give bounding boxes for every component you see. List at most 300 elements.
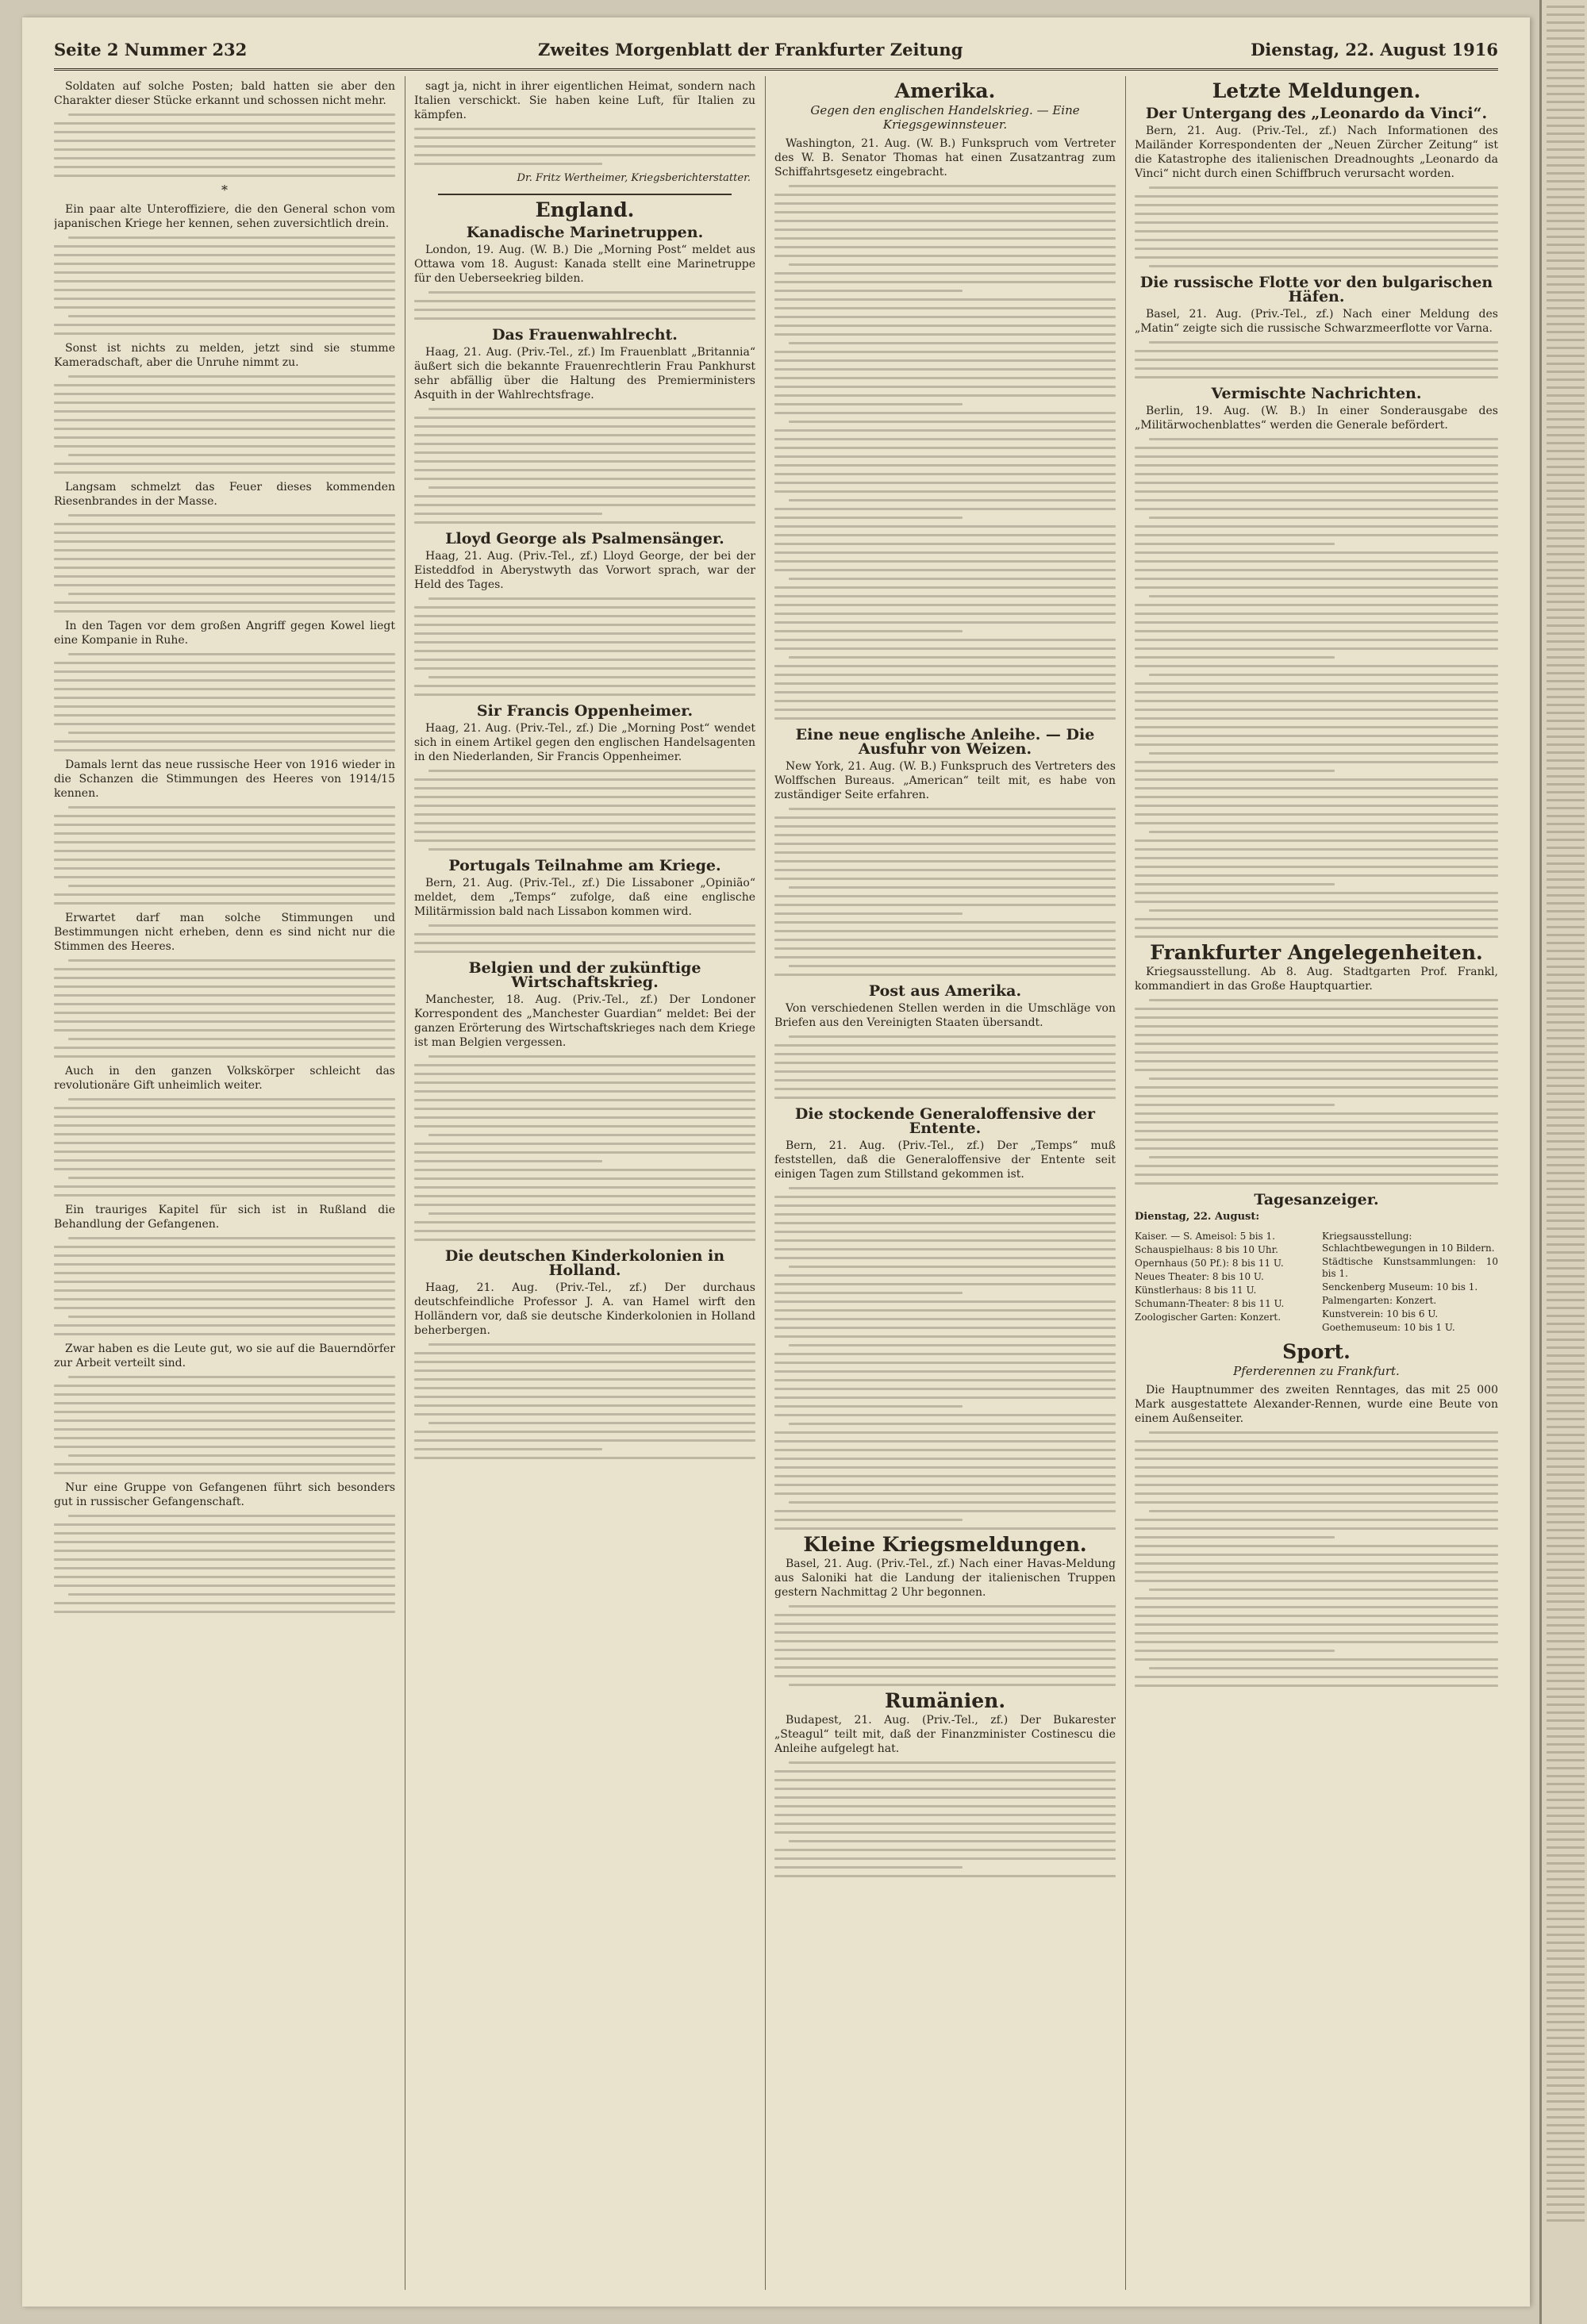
text-line — [774, 816, 1116, 819]
text-line — [774, 939, 1116, 941]
text-line — [1547, 1061, 1585, 1063]
text-line — [1547, 974, 1585, 976]
text-line — [1135, 866, 1498, 868]
page-number: Seite 2 Nummer 232 — [54, 40, 248, 60]
text-line — [1547, 275, 1585, 278]
text-line — [1547, 363, 1585, 365]
text-line — [1547, 1759, 1585, 1761]
text-line — [414, 1143, 755, 1145]
text-line — [774, 956, 1116, 958]
text-line — [1547, 180, 1585, 182]
text-line — [1547, 1188, 1585, 1190]
text-line — [428, 848, 755, 851]
article-snippet: Damals lernt das neue russische Heer von 1916 wieder in die Schanzen die Stimmungen des Heeres von 1914/15 kennen. — [54, 759, 395, 800]
text-line — [1547, 1664, 1585, 1666]
text-line — [774, 1257, 1116, 1259]
text-line — [774, 1196, 1116, 1198]
text-line — [774, 1318, 1116, 1320]
text-line — [54, 166, 395, 168]
text-line — [1135, 1597, 1498, 1600]
text-line — [1149, 438, 1498, 440]
text-line — [1135, 883, 1335, 885]
text-line — [1547, 1410, 1585, 1412]
text-line — [1135, 350, 1498, 352]
text-line — [774, 1519, 963, 1521]
text-line — [789, 965, 1116, 967]
text-line — [774, 1640, 1116, 1642]
text-line — [774, 368, 1116, 371]
text-line — [1135, 1130, 1498, 1132]
text-line — [1547, 997, 1585, 1000]
text-line — [1547, 402, 1585, 405]
text-line — [54, 549, 395, 551]
text-line — [1547, 2092, 1585, 2095]
text-line — [1135, 839, 1498, 842]
text-line — [1547, 521, 1585, 524]
text-line — [1547, 164, 1585, 167]
text-line — [1547, 1513, 1585, 1515]
text-line — [1547, 37, 1585, 40]
text-line — [1547, 862, 1585, 865]
text-line — [54, 1333, 395, 1335]
text-line — [1547, 989, 1585, 992]
text-line — [1149, 1667, 1498, 1669]
text-line — [1547, 1656, 1585, 1658]
text-line — [54, 1012, 395, 1014]
text-line — [774, 1796, 1116, 1799]
text-line — [1547, 2100, 1585, 2103]
text-line — [414, 615, 755, 617]
article-snippet: London, 19. Aug. (W. B.) Die „Morning Post“ meldet aus Ottawa vom 18. August: Kanada stellt eine Marinetruppe für den Ueberseekrieg bilden. — [414, 244, 755, 285]
text-line — [1547, 966, 1585, 968]
text-line — [1547, 1815, 1585, 1817]
text-line — [54, 1107, 395, 1109]
article-snippet: Haag, 21. Aug. (Priv.-Tel., zf.) Lloyd George, der bei der Eisteddfod in Aberystwyth das Vorwort sprach, war der Held des Tages. — [414, 550, 755, 591]
text-line — [774, 508, 1116, 510]
column-rule — [765, 76, 766, 2290]
text-line — [54, 532, 395, 534]
text-line — [1547, 347, 1585, 349]
text-line — [1547, 371, 1585, 373]
text-line — [1547, 1497, 1585, 1500]
text-line — [1547, 2076, 1585, 2079]
text-line — [1547, 958, 1585, 960]
text-line — [1547, 2116, 1585, 2118]
text-line — [414, 933, 755, 935]
text-line — [774, 1449, 1116, 1451]
text-line — [414, 1369, 755, 1372]
text-line — [774, 1079, 1116, 1081]
text-line — [1135, 796, 1498, 798]
text-line — [1149, 1431, 1498, 1434]
text-line — [1149, 265, 1498, 267]
text-line — [774, 1213, 1116, 1216]
text-line — [414, 839, 755, 842]
text-line — [68, 1177, 395, 1179]
text-line — [54, 401, 395, 404]
text-line — [1149, 831, 1498, 833]
text-line — [774, 1475, 1116, 1477]
text-line — [1547, 21, 1585, 24]
text-line — [54, 601, 395, 604]
text-line — [774, 1770, 1116, 1773]
text-line — [54, 1567, 395, 1569]
text-line — [414, 606, 755, 609]
text-line — [54, 679, 395, 682]
text-line — [789, 1187, 1116, 1189]
text-line — [68, 236, 395, 239]
text-line — [54, 1254, 395, 1257]
text-line — [68, 375, 395, 378]
issue-date: Dienstag, 22. August 1916 — [1251, 40, 1498, 60]
text-line — [1547, 1854, 1585, 1857]
text-line — [1547, 2069, 1585, 2071]
text-line — [428, 597, 755, 600]
text-line — [54, 841, 395, 843]
schedule-entry: Künstlerhaus: 8 bis 11 U. — [1135, 1285, 1257, 1296]
article-snippet: Bern, 21. Aug. (Priv.-Tel., zf.) Nach Informationen des Mailänder Korrespondenten der „Neuen Zürcher Zeitung“ ist die Katastrophe des italienischen Dreadnoughts „Leonardo da Vinci“ nicht durch einen Schiffbruch verursacht worden. — [1135, 125, 1498, 180]
newspaper-page — [22, 17, 1530, 2307]
text-line — [1547, 2061, 1585, 2063]
text-line — [1135, 787, 1498, 789]
newspaper-title: Zweites Morgenblatt der Frankfurter Zeitung — [538, 40, 963, 60]
text-line — [1135, 935, 1498, 938]
text-line — [1547, 386, 1585, 389]
text-line — [1547, 926, 1585, 928]
text-line — [1547, 878, 1585, 881]
article-snippet: Berlin, 19. Aug. (W. B.) In einer Sonderausgabe des „Militärwochenblattes“ werden die Generale befördert. — [1135, 405, 1498, 432]
text-line — [54, 662, 395, 664]
text-line — [1135, 586, 1498, 589]
article-snippet: Kriegsausstellung. Ab 8. Aug. Stadtgarten Prof. Frankl, kommandiert in das Große Hauptquartier. — [1135, 966, 1498, 993]
article-snippet: Soldaten auf solche Posten; bald hatten sie aber den Charakter dieser Stücke erkannt und schossen nicht mehr. — [54, 80, 395, 107]
separator-star: * — [221, 182, 228, 198]
text-line — [1547, 2084, 1585, 2087]
text-line — [1135, 473, 1498, 475]
text-line — [1547, 1521, 1585, 1523]
text-line — [789, 1266, 1116, 1268]
text-line — [1547, 1370, 1585, 1373]
text-line — [1547, 1172, 1585, 1174]
schedule-entry: Kriegsausstellung: Schlachtbewegungen in 10 Bildern. — [1322, 1231, 1495, 1254]
text-line — [54, 1411, 395, 1413]
text-line — [1547, 1458, 1585, 1460]
text-line — [774, 825, 1116, 828]
text-line — [789, 421, 1116, 423]
column-2 — [414, 76, 755, 2290]
text-line — [774, 1666, 1116, 1669]
text-line — [68, 593, 395, 595]
text-line — [414, 685, 755, 687]
text-line — [1547, 442, 1585, 444]
text-line — [54, 1523, 395, 1526]
text-line — [1135, 1466, 1498, 1469]
text-line — [1135, 195, 1498, 198]
text-line — [1547, 1283, 1585, 1285]
text-line — [68, 1098, 395, 1101]
text-line — [1547, 156, 1585, 159]
text-line — [774, 860, 1116, 862]
text-line — [1547, 1640, 1585, 1642]
text-line — [54, 1194, 395, 1197]
text-line — [54, 384, 395, 386]
text-line — [54, 610, 395, 613]
text-line — [1547, 1600, 1585, 1603]
text-line — [774, 1204, 1116, 1207]
text-line — [54, 1003, 395, 1005]
text-line — [774, 1097, 1116, 1099]
schedule-entry: Schumann-Theater: 8 bis 11 U. — [1135, 1298, 1285, 1309]
text-line — [1547, 1331, 1585, 1333]
text-line — [1547, 1418, 1585, 1420]
text-line — [1547, 1910, 1585, 1912]
text-line — [774, 1440, 1116, 1442]
text-line — [54, 298, 395, 300]
text-line — [1547, 418, 1585, 421]
text-line — [1547, 323, 1585, 325]
text-line — [1547, 1553, 1585, 1555]
article-title-tagesanzeiger: Tagesanzeiger. — [1254, 1191, 1379, 1208]
text-line — [54, 723, 395, 725]
text-line — [1547, 1362, 1585, 1365]
text-line — [1547, 656, 1585, 659]
text-line — [1135, 482, 1498, 484]
text-line — [774, 691, 1116, 693]
text-line — [1135, 1112, 1498, 1115]
text-line — [1547, 133, 1585, 135]
text-line — [1135, 230, 1498, 232]
text-line — [1547, 252, 1585, 254]
text-line — [1547, 1235, 1585, 1238]
text-line — [1547, 1124, 1585, 1127]
text-line — [1547, 1791, 1585, 1793]
text-line — [1547, 1846, 1585, 1849]
text-line — [414, 659, 755, 661]
text-line — [1135, 892, 1498, 894]
text-line — [1547, 101, 1585, 103]
text-line — [54, 1020, 395, 1023]
text-line — [1547, 577, 1585, 579]
text-line — [1547, 291, 1585, 294]
schedule-entry: Opernhaus (50 Pf.): 8 bis 11 U. — [1135, 1258, 1284, 1269]
text-line — [1547, 545, 1585, 547]
article-title-post: Post aus Amerika. — [868, 982, 1022, 1000]
text-line — [774, 1327, 1116, 1329]
text-line — [1547, 109, 1585, 111]
text-line — [1547, 1077, 1585, 1079]
article-title-sport: Sport. — [1282, 1340, 1351, 1363]
text-line — [1149, 1156, 1498, 1158]
article-title-kleine: Kleine Kriegsmeldungen. — [803, 1533, 1087, 1556]
text-line — [414, 1177, 755, 1180]
text-line — [774, 412, 1116, 414]
tagesanzeiger-date: Dienstag, 22. August: — [1135, 1211, 1260, 1223]
text-line — [1135, 464, 1498, 467]
text-line — [54, 740, 395, 743]
text-line — [1547, 1949, 1585, 1952]
text-line — [414, 1064, 755, 1066]
text-line — [1547, 188, 1585, 190]
text-line — [1135, 534, 1498, 536]
text-line — [54, 175, 395, 177]
text-line — [1547, 2164, 1585, 2166]
text-line — [1135, 778, 1498, 781]
text-line — [774, 316, 1116, 318]
text-line — [414, 300, 755, 302]
text-line — [54, 1124, 395, 1127]
text-line — [1547, 93, 1585, 95]
text-line — [1547, 1029, 1585, 1031]
text-line — [1135, 1069, 1498, 1071]
text-line — [1135, 857, 1498, 859]
text-line — [428, 1055, 755, 1058]
text-line — [414, 1108, 755, 1110]
text-line — [1547, 648, 1585, 651]
text-line — [1547, 751, 1585, 754]
text-line — [774, 325, 1116, 327]
text-line — [428, 676, 755, 678]
text-line — [1547, 1529, 1585, 1531]
text-line — [774, 403, 963, 405]
text-line — [1547, 1156, 1585, 1158]
text-line — [1547, 196, 1585, 198]
text-line — [54, 263, 395, 265]
text-line — [1547, 77, 1585, 79]
text-line — [1149, 1510, 1498, 1512]
article-title: Die deutschen Kinderkolonien in Holland. — [444, 1247, 725, 1279]
text-line — [774, 534, 1116, 536]
text-line — [54, 324, 395, 326]
text-line — [774, 912, 963, 915]
text-line — [1135, 1104, 1335, 1106]
text-line — [1547, 1473, 1585, 1476]
text-line — [414, 1361, 755, 1363]
text-line — [1547, 1727, 1585, 1730]
text-line — [1547, 799, 1585, 801]
text-line — [1547, 450, 1585, 452]
schedule-entry: Neues Theater: 8 bis 10 U. — [1135, 1271, 1264, 1282]
text-line — [68, 1454, 395, 1457]
text-line — [774, 639, 1116, 641]
text-line — [54, 1298, 395, 1300]
text-line — [1547, 680, 1585, 682]
text-line — [1547, 1680, 1585, 1682]
text-line — [1135, 927, 1498, 929]
text-line — [1135, 376, 1498, 378]
text-line — [1547, 617, 1585, 619]
text-line — [774, 377, 1116, 379]
article-snippet: Die Hauptnummer des zweiten Renntages, das mit 25 000 Mark ausgestattete Alexander-Rennen, wurde eine Beute von einem Außenseiter. — [1135, 1384, 1498, 1425]
text-line — [774, 525, 1116, 528]
text-line — [54, 1585, 395, 1587]
text-line — [414, 693, 755, 696]
text-line — [1547, 712, 1585, 714]
text-line — [1547, 1830, 1585, 1833]
text-line — [774, 1866, 963, 1869]
text-line — [1547, 736, 1585, 738]
text-line — [1547, 1862, 1585, 1865]
text-line — [414, 460, 755, 463]
text-line — [789, 1423, 1116, 1425]
text-line — [1135, 1641, 1498, 1643]
text-line — [774, 1675, 1116, 1677]
schedule-entry: Zoologischer Garten: Konzert. — [1135, 1312, 1282, 1323]
text-line — [1547, 1545, 1585, 1547]
article-title: Lloyd George als Psalmensänger. — [445, 530, 724, 547]
text-line — [774, 246, 1116, 248]
text-line — [774, 1849, 1116, 1851]
text-line — [1547, 53, 1585, 56]
text-line — [774, 1405, 963, 1408]
text-line — [1135, 1676, 1498, 1678]
text-line — [789, 1684, 1116, 1686]
text-line — [1135, 455, 1498, 458]
text-line — [1547, 1957, 1585, 1960]
text-line — [54, 749, 395, 751]
text-line — [54, 1150, 395, 1153]
text-line — [1547, 1307, 1585, 1309]
text-line — [1135, 213, 1498, 215]
text-line — [414, 1448, 602, 1450]
text-line — [1547, 1227, 1585, 1230]
text-line — [774, 709, 1116, 711]
text-line — [54, 876, 395, 878]
text-line — [774, 647, 1116, 650]
text-line — [54, 1307, 395, 1309]
text-line — [1547, 775, 1585, 778]
text-line — [774, 1431, 1116, 1434]
text-line — [1135, 639, 1498, 641]
text-line — [774, 1062, 1116, 1064]
text-line — [1149, 341, 1498, 344]
text-line — [1547, 1537, 1585, 1539]
text-line — [1547, 2180, 1585, 2182]
text-line — [1547, 2021, 1585, 2023]
text-line — [414, 641, 755, 643]
text-line — [1547, 1291, 1585, 1293]
text-line — [1547, 1093, 1585, 1095]
text-line — [1547, 1275, 1585, 1277]
text-line — [774, 1292, 963, 1294]
text-line — [1547, 2037, 1585, 2039]
text-line — [1547, 204, 1585, 206]
text-line — [774, 359, 1116, 362]
text-line — [1149, 595, 1498, 597]
article-snippet: Basel, 21. Aug. (Priv.-Tel., zf.) Nach einer Meldung des „Matin“ zeigte sich die russische Schwarzmeerflotte vor Varna. — [1135, 308, 1498, 335]
text-line — [1547, 942, 1585, 944]
text-line — [1547, 1696, 1585, 1698]
text-line — [1135, 560, 1498, 563]
text-line — [1547, 609, 1585, 611]
text-line — [1547, 1354, 1585, 1357]
text-line — [1547, 1021, 1585, 1024]
text-line — [54, 428, 395, 430]
text-line — [54, 463, 395, 465]
text-line — [1135, 1545, 1498, 1547]
text-line — [1547, 1886, 1585, 1888]
text-line — [1547, 1132, 1585, 1135]
text-line — [1547, 672, 1585, 674]
text-line — [1547, 307, 1585, 309]
text-line — [1547, 2211, 1585, 2214]
text-line — [1135, 551, 1498, 554]
text-line — [1547, 870, 1585, 873]
text-line — [789, 578, 1116, 580]
page-header — [54, 36, 1498, 71]
text-line — [1547, 1569, 1585, 1571]
text-line — [54, 697, 395, 699]
text-line — [54, 122, 395, 125]
